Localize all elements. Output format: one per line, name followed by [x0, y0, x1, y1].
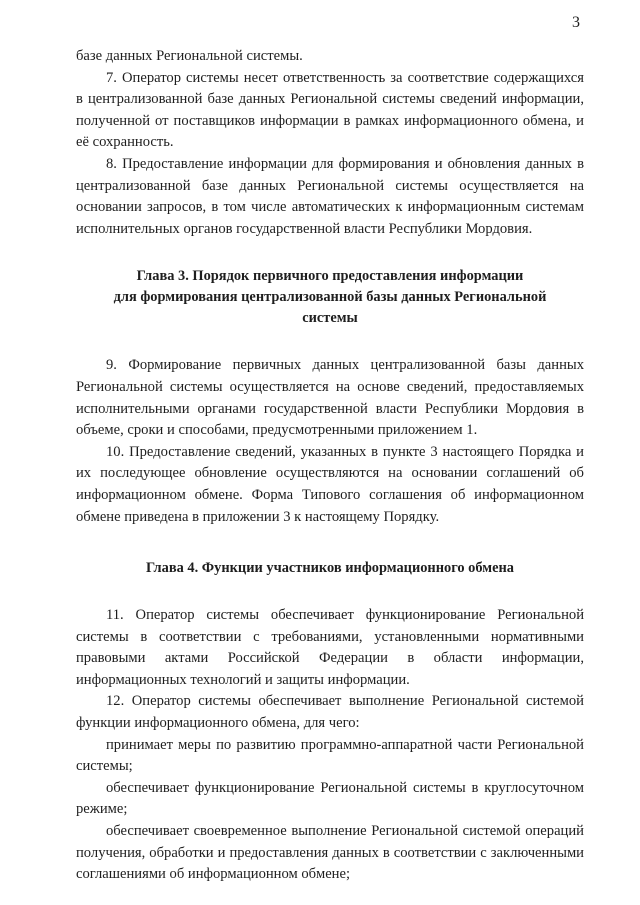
chapter-3-heading-line-1: Глава 3. Порядок первичного предоставления информации	[136, 268, 524, 285]
chapter-3-heading-line-3: системы	[302, 310, 358, 327]
list-item-data-operations: обеспечивает своевременное выполнение Региональной системой операций получения, обработки и предоставления данных в соответствии с заключенными соглашениями об информационном обмене;	[76, 823, 584, 883]
page-number: 3	[572, 14, 580, 31]
chapter-3-heading	[76, 266, 584, 329]
chapter-4-heading: Глава 4. Функции участников информационного обмена	[146, 560, 514, 577]
list-item-development: принимает меры по развитию программно-аппаратной части Региональной системы;	[76, 736, 584, 775]
document-body	[76, 46, 584, 886]
paragraph-7: 7. Оператор системы несет ответственность за соответствие содержащихся в централизованной базе данных Региональной системы сведений информации, полученной от поставщиков информации в рамках информационного обмена, и её сохранность.	[76, 69, 584, 151]
chapter-3-heading-line-2: для формирования централизованной базы данных Региональной	[113, 289, 547, 306]
paragraph-11: 11. Оператор системы обеспечивает функционирование Региональной системы в соответствии с требованиями, установленными нормативными правовыми актами Российской Федерации в области информации, информационных технологий и защиты информации.	[76, 607, 584, 688]
list-item-operation: обеспечивает функционирование Региональной системы в круглосуточном режиме;	[76, 779, 584, 818]
paragraph-continuation: базе данных Региональной системы.	[76, 48, 303, 64]
paragraph-12: 12. Оператор системы обеспечивает выполнение Региональной системой функции информационного обмена, для чего:	[76, 693, 584, 732]
paragraph-8: 8. Предоставление информации для формирования и обновления данных в централизованной базе данных Региональной системы осуществляется на основании запросов, в том числе автоматических к информационным системам исполнительных органов государственной власти Республики Мордовия.	[76, 155, 584, 237]
paragraph-9: 9. Формирование первичных данных централизованной базы данных Региональной системы осуществляется на основе сведений, предоставляемых исполнительными органами государственной власти Республики Мордовия в объеме, сроки и способами, предусмотренными приложением 1.	[76, 357, 584, 439]
paragraph-10: 10. Предоставление сведений, указанных в пункте 3 настоящего Порядка и их последующее обновление осуществляются на основании соглашений об информационном обмене. Форма Типового соглашения об информационном обмене приведена в приложении 3 к настоящему Порядку.	[76, 443, 584, 525]
